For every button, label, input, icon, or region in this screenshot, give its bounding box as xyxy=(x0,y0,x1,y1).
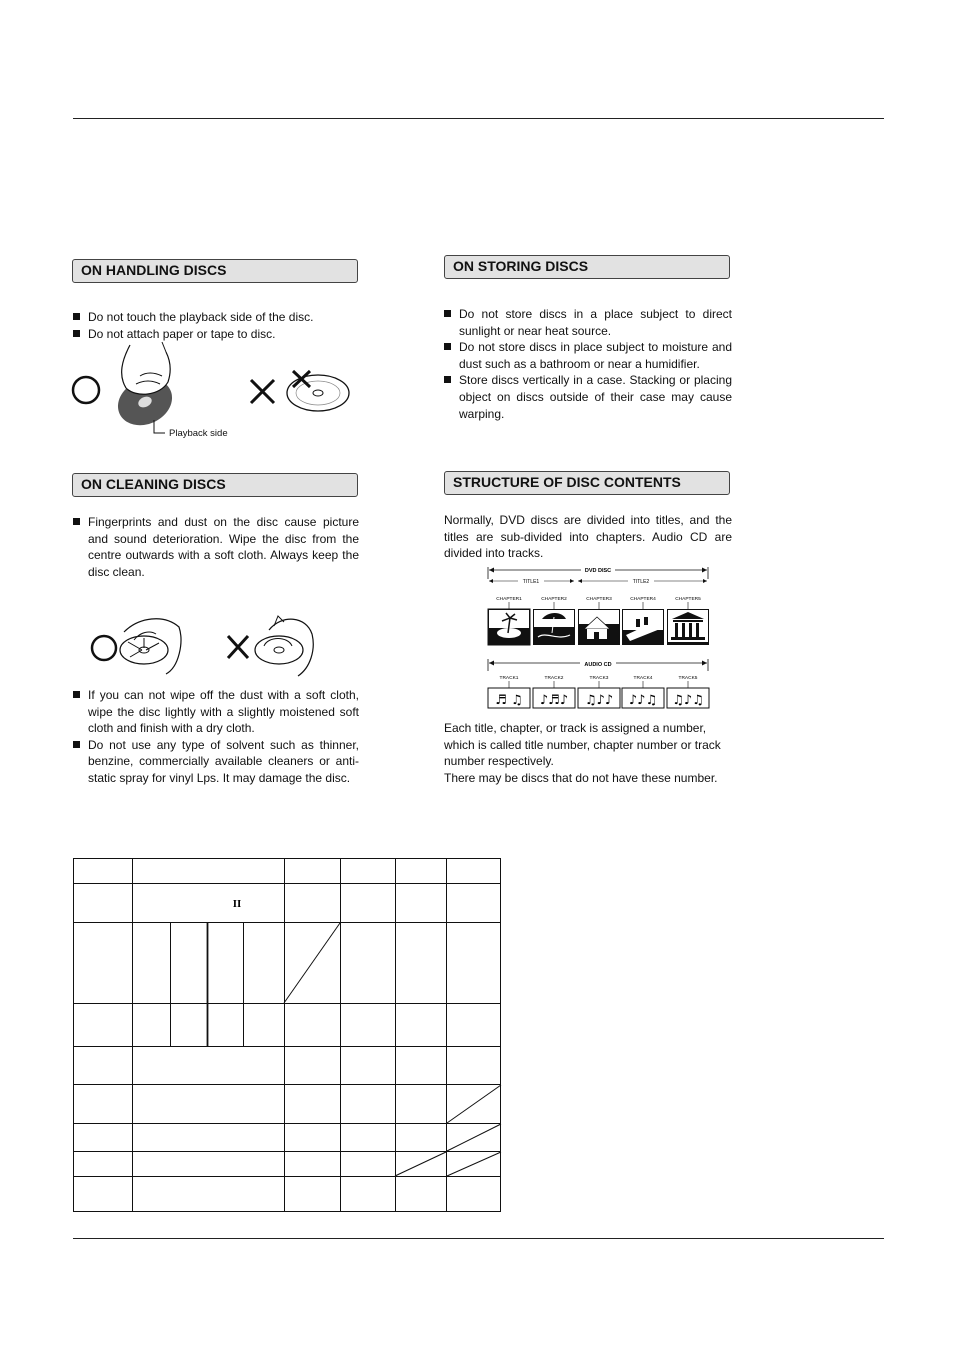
music-notes-icon: ♬ ♫ xyxy=(495,693,523,708)
chapter3-label: CHAPTER3 xyxy=(586,597,612,602)
list-item: If you can not wipe off the dust with a soft cloth, wipe the disc lightly with a slightly moistened soft cloth and finish with a dry cloth. xyxy=(73,687,359,737)
handling-heading: ON HANDLING DISCS xyxy=(72,259,358,283)
structure-heading: STRUCTURE OF DISC CONTENTS xyxy=(444,471,730,495)
outro-paragraph: Each title, chapter, or track is assigned a number, which is called title number, chapter number or track number respectively. xyxy=(444,721,721,769)
correct-circle-icon xyxy=(73,377,99,403)
music-notes-icon: ♫♪♪ xyxy=(584,693,614,708)
outro-paragraph: There may be discs that do not have these number. xyxy=(444,770,718,785)
audio-cd-label: AUDIO CD xyxy=(584,662,612,668)
music-notes-icon: ♪♬♪ xyxy=(539,693,569,708)
cleaning-bullets-top xyxy=(73,514,359,580)
chapter4-label: CHAPTER4 xyxy=(630,597,656,602)
cleaning-heading: ON CLEANING DISCS xyxy=(72,473,358,497)
top-rule xyxy=(73,118,884,119)
music-notes-icon: ♪♪♫ xyxy=(628,693,658,708)
storing-heading: ON STORING DISCS xyxy=(444,255,730,279)
hand-icon xyxy=(122,345,171,394)
structure-intro: Normally, DVD discs are divided into titles, and the titles are sub-divided into chapters. Audio CD are divided into tracks. xyxy=(444,513,732,561)
chapter1-label: CHAPTER1 xyxy=(496,597,522,602)
chapter2-label: CHAPTER2 xyxy=(541,597,567,602)
list-item: Do not store discs in place subject to moisture and dust such as a bathroom or near a humidifier. xyxy=(444,339,732,372)
chapter5-label: CHAPTER5 xyxy=(675,597,701,602)
wrong-cross-icon xyxy=(228,636,248,658)
music-notes-icon: ♫♪♫ xyxy=(672,693,704,708)
roman-numeral-mark: II xyxy=(232,898,242,910)
disc-structure-diagram xyxy=(486,563,710,711)
bottom-rule xyxy=(73,1238,884,1239)
chapter-tiles xyxy=(488,596,709,645)
dvd-disc-label: DVD DISC xyxy=(584,568,612,574)
playback-side-label: Playback side xyxy=(169,428,228,439)
title2-label: TITLE2 xyxy=(632,579,650,585)
structure-outro xyxy=(444,720,734,786)
storing-bullets xyxy=(444,306,732,422)
list-item: Do not store discs in a place subject to direct sunlight or near heat source. xyxy=(444,306,732,339)
wrong-cross-icon xyxy=(251,380,274,403)
spec-table xyxy=(73,858,502,1213)
list-item: Do not use any type of solvent such as thinner, benzine, commercially available cleaners or anti-static spray for vinyl Lps. It may damage the disc. xyxy=(73,737,359,787)
track4-label: TRACK4 xyxy=(633,676,653,681)
track3-label: TRACK3 xyxy=(589,676,609,681)
track1-label: TRACK1 xyxy=(499,676,519,681)
cleaning-bullets-bottom xyxy=(73,687,359,787)
handling-bullets xyxy=(73,309,363,342)
track5-label: TRACK5 xyxy=(678,676,698,681)
list-item: Do not attach paper or tape to disc. xyxy=(73,326,363,343)
track2-label: TRACK2 xyxy=(544,676,564,681)
cleaning-illustration xyxy=(84,612,324,680)
correct-circle-icon xyxy=(92,636,116,660)
list-item: Store discs vertically in a case. Stacking or placing object on discs outside of their case may cause warping. xyxy=(444,372,732,422)
list-item: Do not touch the playback side of the disc. xyxy=(73,309,363,326)
title1-label: TITLE1 xyxy=(522,579,540,585)
disc-icon xyxy=(255,636,303,664)
track-tiles xyxy=(488,675,709,708)
list-item: Fingerprints and dust on the disc cause picture and sound deterioration. Wipe the disc from the centre outwards with a soft cloth. Always keep the disc clean. xyxy=(73,514,359,580)
handling-illustration xyxy=(70,340,360,442)
